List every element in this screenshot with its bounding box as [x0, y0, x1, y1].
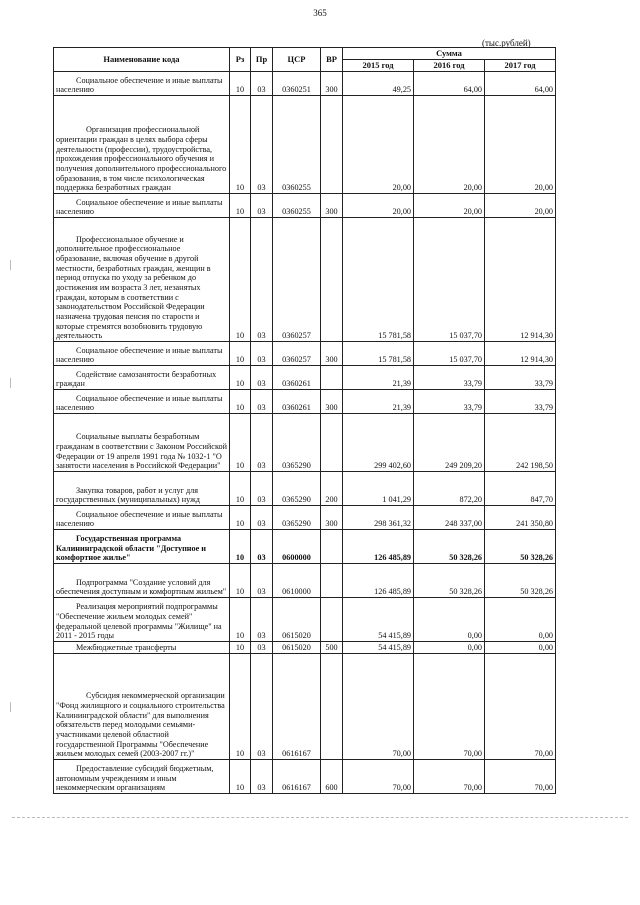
row-2015: 54 415,89 — [343, 598, 414, 642]
row-csr: 0360257 — [273, 342, 321, 366]
row-csr: 0360255 — [273, 194, 321, 218]
row-name: Субсидия некоммерческой организации "Фонд жилищного и социального строительства Калининградской области" для выполнения обязательств перед молодыми семьями-участниками целевой областной государственной Программы "Обеспечение жильем молодых семей (2003-2007 гг.)" — [54, 654, 230, 760]
row-rz: 10 — [230, 530, 251, 564]
row-2016: 872,20 — [414, 472, 485, 506]
margin-mark — [10, 378, 15, 388]
budget-table — [53, 47, 556, 794]
row-pr: 03 — [251, 642, 273, 654]
table-row — [54, 72, 556, 96]
row-2017: 241 350,80 — [485, 506, 556, 530]
row-pr: 03 — [251, 598, 273, 642]
row-csr: 0616167 — [273, 654, 321, 760]
row-2016: 33,79 — [414, 390, 485, 414]
row-2015: 126 485,89 — [343, 530, 414, 564]
row-name: Социальное обеспечение и иные выплаты населению — [54, 72, 230, 96]
row-vr — [321, 654, 343, 760]
margin-mark — [10, 702, 15, 712]
table-row — [54, 530, 556, 564]
row-2015: 15 781,58 — [343, 342, 414, 366]
row-2015: 21,39 — [343, 366, 414, 390]
row-rz: 10 — [230, 390, 251, 414]
row-rz: 10 — [230, 564, 251, 598]
row-name: Государственная программа Калининградской области "Доступное и комфортное жилье" — [54, 530, 230, 564]
row-2017: 70,00 — [485, 760, 556, 794]
row-vr: 600 — [321, 760, 343, 794]
row-pr: 03 — [251, 472, 273, 506]
row-2017: 242 198,50 — [485, 414, 556, 472]
row-2016: 50 328,26 — [414, 564, 485, 598]
row-2016: 0,00 — [414, 642, 485, 654]
table-row — [54, 218, 556, 342]
row-2015: 20,00 — [343, 194, 414, 218]
table-row — [54, 564, 556, 598]
row-vr — [321, 366, 343, 390]
header-pr: Пр — [251, 48, 273, 72]
row-csr: 0360261 — [273, 390, 321, 414]
row-2016: 20,00 — [414, 194, 485, 218]
row-rz: 10 — [230, 96, 251, 194]
row-2016: 64,00 — [414, 72, 485, 96]
row-rz: 10 — [230, 366, 251, 390]
row-csr: 0360255 — [273, 96, 321, 194]
row-vr: 300 — [321, 506, 343, 530]
row-vr: 200 — [321, 472, 343, 506]
row-vr — [321, 218, 343, 342]
row-2017: 50 328,26 — [485, 530, 556, 564]
row-2015: 54 415,89 — [343, 642, 414, 654]
row-rz: 10 — [230, 194, 251, 218]
header-name: Наименование кода — [54, 48, 230, 72]
row-pr: 03 — [251, 342, 273, 366]
header-vr: ВР — [321, 48, 343, 72]
row-rz: 10 — [230, 414, 251, 472]
row-2017: 0,00 — [485, 642, 556, 654]
row-name: Социальное обеспечение и иные выплаты населению — [54, 390, 230, 414]
row-name: Социальное обеспечение и иные выплаты населению — [54, 342, 230, 366]
row-2016: 70,00 — [414, 760, 485, 794]
row-2016: 50 328,26 — [414, 530, 485, 564]
row-2016: 0,00 — [414, 598, 485, 642]
row-2016: 33,79 — [414, 366, 485, 390]
row-2015: 70,00 — [343, 654, 414, 760]
row-rz: 10 — [230, 642, 251, 654]
row-pr: 03 — [251, 654, 273, 760]
row-csr: 0365290 — [273, 472, 321, 506]
row-2015: 298 361,32 — [343, 506, 414, 530]
row-2015: 15 781,58 — [343, 218, 414, 342]
row-name: Социальное обеспечение и иные выплаты населению — [54, 506, 230, 530]
row-pr: 03 — [251, 564, 273, 598]
row-pr: 03 — [251, 96, 273, 194]
table-row — [54, 96, 556, 194]
row-pr: 03 — [251, 414, 273, 472]
table-row — [54, 506, 556, 530]
row-vr: 300 — [321, 390, 343, 414]
row-name: Подпрограмма "Создание условий для обеспечения доступным и комфортным жильем" — [54, 564, 230, 598]
row-2017: 12 914,30 — [485, 342, 556, 366]
header-rz: Рз — [230, 48, 251, 72]
row-rz: 10 — [230, 218, 251, 342]
table-row — [54, 414, 556, 472]
row-pr: 03 — [251, 194, 273, 218]
header-sum: Сумма — [343, 48, 556, 60]
row-csr: 0615020 — [273, 642, 321, 654]
row-name: Социальное обеспечение и иные выплаты населению — [54, 194, 230, 218]
row-csr: 0360261 — [273, 366, 321, 390]
row-2015: 70,00 — [343, 760, 414, 794]
row-2015: 49,25 — [343, 72, 414, 96]
row-2017: 0,00 — [485, 598, 556, 642]
row-2017: 64,00 — [485, 72, 556, 96]
row-vr — [321, 414, 343, 472]
row-name: Профессиональное обучение и дополнительное профессиональное образование, включая обучение в другой местности, безработных граждан, женщин в период отпуска по уходу за ребенком до достижения им возраста 3 лет, незанятых граждан, которым в соответствии с законодательством Российской Федерации назначена трудовая пенсия по старости и которые стремятся возобновить трудовую деятельность — [54, 218, 230, 342]
row-name: Предоставление субсидий бюджетным, автономным учреждениям и иным некоммерческим организациям — [54, 760, 230, 794]
row-rz: 10 — [230, 506, 251, 530]
row-2017: 70,00 — [485, 654, 556, 760]
row-rz: 10 — [230, 472, 251, 506]
row-name: Закупка товаров, работ и услуг для государственных (муниципальных) нужд — [54, 472, 230, 506]
row-csr: 0365290 — [273, 506, 321, 530]
row-2015: 20,00 — [343, 96, 414, 194]
row-2016: 248 337,00 — [414, 506, 485, 530]
header-2015: 2015 год — [343, 60, 414, 72]
row-pr: 03 — [251, 506, 273, 530]
row-csr: 0610000 — [273, 564, 321, 598]
row-csr: 0365290 — [273, 414, 321, 472]
row-2015: 1 041,29 — [343, 472, 414, 506]
table-row — [54, 654, 556, 760]
row-csr: 0616167 — [273, 760, 321, 794]
row-2015: 299 402,60 — [343, 414, 414, 472]
header-csr: ЦСР — [273, 48, 321, 72]
row-rz: 10 — [230, 654, 251, 760]
units-label: (тыс.рублей) — [482, 38, 531, 48]
row-2017: 50 328,26 — [485, 564, 556, 598]
row-csr: 0600000 — [273, 530, 321, 564]
table-row — [54, 366, 556, 390]
row-name: Социальные выплаты безработным гражданам в соответствии с Законом Российской Федерации от 19 апреля 1991 года № 1032-1 "О занятости населения в Российской Федерации" — [54, 414, 230, 472]
table-row — [54, 760, 556, 794]
row-vr: 300 — [321, 342, 343, 366]
header-2016: 2016 год — [414, 60, 485, 72]
row-rz: 10 — [230, 72, 251, 96]
row-2016: 15 037,70 — [414, 218, 485, 342]
row-pr: 03 — [251, 530, 273, 564]
row-vr — [321, 530, 343, 564]
table-row — [54, 390, 556, 414]
table-row — [54, 472, 556, 506]
row-vr: 300 — [321, 194, 343, 218]
row-2017: 847,70 — [485, 472, 556, 506]
row-name: Межбюджетные трансферты — [54, 642, 230, 654]
row-pr: 03 — [251, 218, 273, 342]
row-rz: 10 — [230, 598, 251, 642]
row-2017: 12 914,30 — [485, 218, 556, 342]
row-2016: 20,00 — [414, 96, 485, 194]
table-row — [54, 598, 556, 642]
row-pr: 03 — [251, 390, 273, 414]
row-pr: 03 — [251, 72, 273, 96]
row-name: Организация профессиональной ориентации граждан в целях выбора сферы деятельности (профессии), трудоустройства, прохождения профессионального обучения и получения дополнительного профессионального образования, в том числе психологическая поддержка безработных граждан — [54, 96, 230, 194]
page-number: 365 — [313, 8, 327, 18]
margin-mark — [10, 260, 15, 270]
row-name: Содействие самозанятости безработных граждан — [54, 366, 230, 390]
row-vr — [321, 564, 343, 598]
row-pr: 03 — [251, 366, 273, 390]
row-2016: 70,00 — [414, 654, 485, 760]
row-2016: 249 209,20 — [414, 414, 485, 472]
row-2017: 20,00 — [485, 96, 556, 194]
row-csr: 0360251 — [273, 72, 321, 96]
row-2017: 20,00 — [485, 194, 556, 218]
row-2017: 33,79 — [485, 390, 556, 414]
row-name: Реализация мероприятий подпрограммы "Обеспечение жильем молодых семей" федеральной целевой программы "Жилище" на 2011 - 2015 годы — [54, 598, 230, 642]
table-row — [54, 194, 556, 218]
table-row — [54, 342, 556, 366]
row-vr: 500 — [321, 642, 343, 654]
row-2015: 21,39 — [343, 390, 414, 414]
row-vr — [321, 598, 343, 642]
table-row — [54, 642, 556, 654]
row-pr: 03 — [251, 760, 273, 794]
row-rz: 10 — [230, 760, 251, 794]
row-csr: 0615020 — [273, 598, 321, 642]
header-2017: 2017 год — [485, 60, 556, 72]
row-2017: 33,79 — [485, 366, 556, 390]
row-vr — [321, 96, 343, 194]
row-csr: 0360257 — [273, 218, 321, 342]
row-2016: 15 037,70 — [414, 342, 485, 366]
row-rz: 10 — [230, 342, 251, 366]
bottom-divider — [12, 817, 628, 818]
row-vr: 300 — [321, 72, 343, 96]
row-2015: 126 485,89 — [343, 564, 414, 598]
